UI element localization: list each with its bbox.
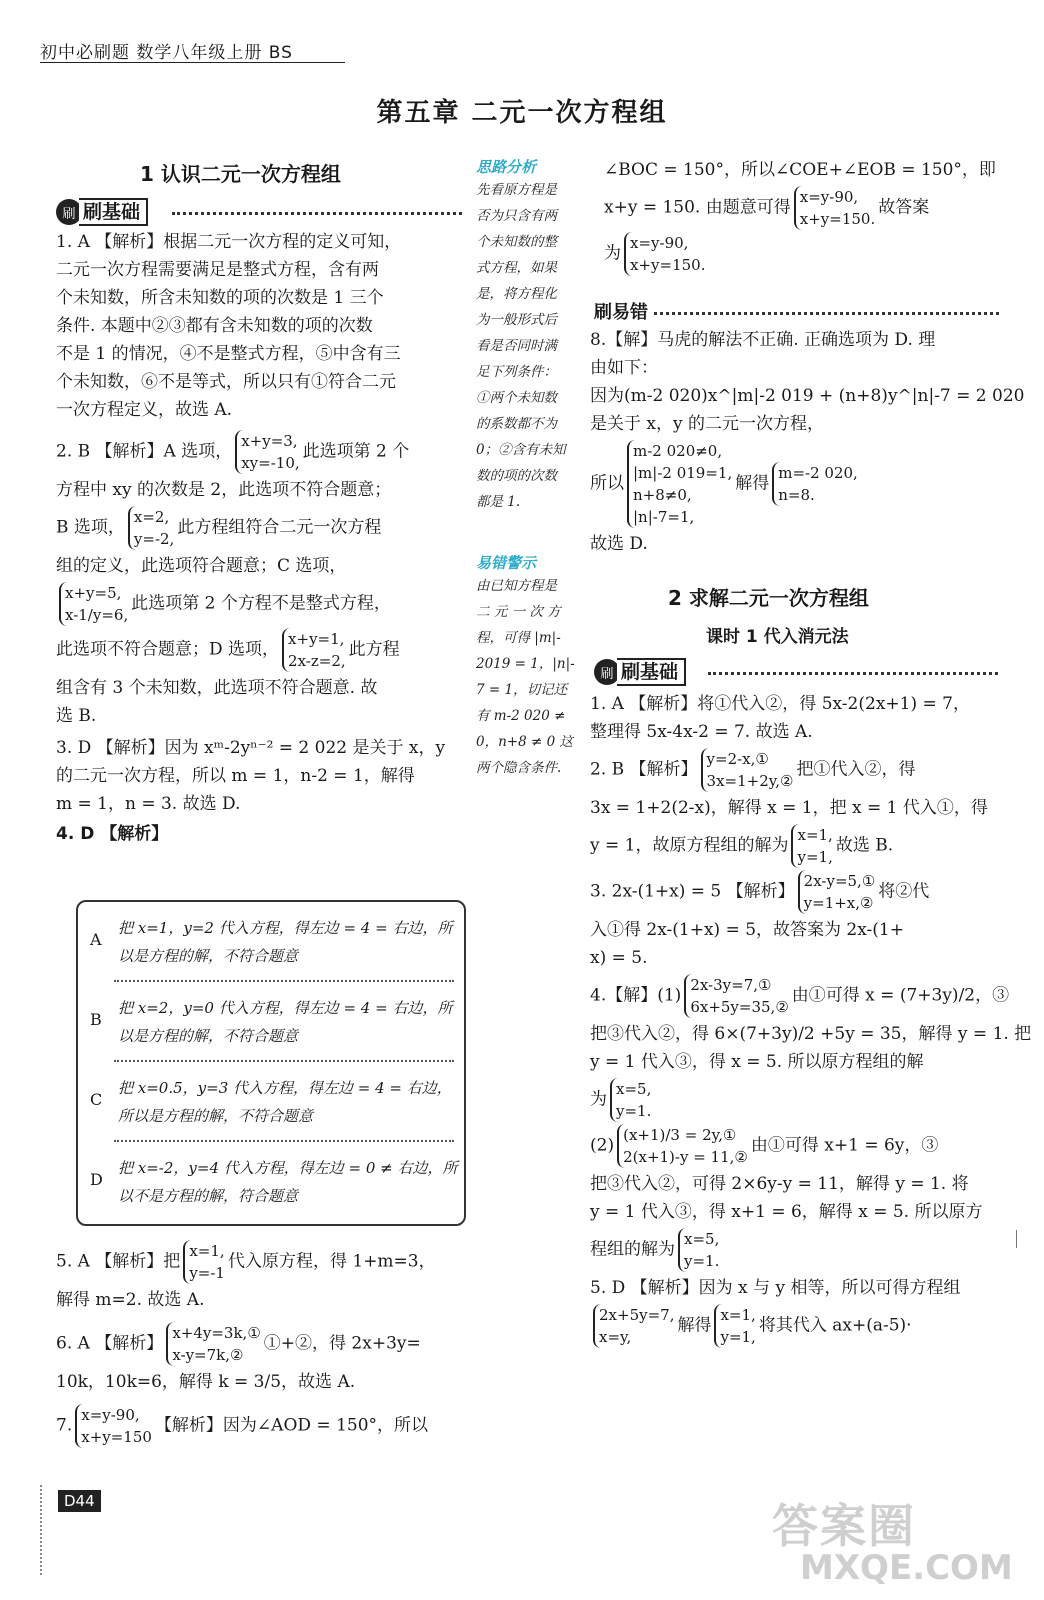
equation: x+y=1, — [288, 630, 345, 648]
equation: 6x+5y=35,② — [690, 998, 789, 1016]
answer-block-left — [56, 228, 468, 848]
inline-text: y = 1，故原方程组的解为 — [590, 835, 789, 856]
text-line-with-system — [590, 440, 1000, 528]
equation-system — [627, 440, 732, 528]
text-line: m = 1，n = 3. 故选 D. — [56, 794, 241, 814]
equation: x-1/y=6, — [65, 606, 129, 624]
equation-system — [772, 462, 858, 506]
answer-block-left-2 — [56, 1238, 468, 1450]
table-row — [78, 1062, 464, 1142]
inline-text: 4.【解】(1) — [590, 985, 682, 1006]
side-note-line: 二 元 一 次 方 — [476, 604, 561, 620]
inline-text: 把①代入②，得 — [796, 759, 916, 780]
inline-text: 此方程 — [348, 639, 400, 660]
equation: (x+1)/3 = 2y,① — [623, 1126, 737, 1144]
equation: x+y=5, — [65, 584, 122, 602]
inline-text: 7. — [56, 1415, 73, 1436]
text-line: 条件. 本题中②③都有含未知数的项的次数 — [56, 316, 373, 336]
equation-system — [282, 628, 346, 672]
text-line: 5. D 【解析】因为 x 与 y 相等，所以可得方程组 — [590, 1278, 961, 1298]
text-line-with-system — [590, 1124, 1000, 1168]
text-line: 整理得 5x-4x-2 = 7. 故选 A. — [590, 722, 813, 742]
text-line: 不是 1 的情况，④不是整式方程，⑤中含有三 — [56, 344, 401, 364]
text-line: 的二元一次方程，所以 m = 1，n-2 = 1，解得 — [56, 766, 415, 786]
inline-text: 由①可得 x = (7+3y)/2，③ — [791, 985, 1010, 1006]
text-line-with-system — [590, 824, 1000, 868]
equation: n+8≠0, — [633, 486, 692, 504]
equation: 2x-z=2, — [288, 652, 346, 670]
text-line-with-system — [604, 186, 999, 230]
dotted-rule — [708, 672, 998, 675]
watermark-logo — [772, 1490, 916, 1556]
equation: x=1, — [189, 1242, 225, 1260]
side-note-line: 个未知数的整 — [476, 234, 557, 250]
side-note-line: 0，n+8 ≠ 0 这 — [476, 734, 573, 750]
text-line-with-system — [590, 870, 1000, 914]
option-analysis: 把 x=-2，y=4 代入方程，得左边 = 0 ≠ 右边，所以不是方程的解，符合题意 — [118, 1159, 458, 1205]
answer-block-right-top — [604, 156, 999, 278]
option-analysis: 把 x=1，y=2 代入方程，得左边 = 4 = 右边，所以是方程的解，不符合题意 — [118, 919, 453, 965]
text-line: 选 B. — [56, 706, 97, 726]
inline-text: 解得 — [735, 473, 770, 494]
equation: m-2 020≠0, — [633, 442, 723, 460]
equation-system — [593, 1304, 674, 1348]
text-line: 是关于 x，y 的二元一次方程， — [590, 414, 824, 434]
side-note-title: 思路分析 — [476, 158, 537, 176]
side-note-thinking — [476, 156, 586, 515]
inline-text: 2. B 【解析】 — [590, 759, 698, 780]
text-line: 10k，10k=6，解得 k = 3/5，故选 A. — [56, 1372, 356, 1392]
text-line-with-system — [56, 628, 468, 672]
equation: y=1+x,② — [803, 894, 874, 912]
answer-block-q8 — [590, 326, 1025, 558]
equation: y=1, — [720, 1328, 756, 1346]
text-line: ∠BOC = 150°，所以∠COE+∠EOB = 150°，即 — [604, 160, 996, 180]
equation-system — [128, 506, 174, 550]
equation: x=y-90, — [630, 234, 689, 252]
text-line: 故选 D. — [590, 534, 648, 554]
equation: |m|-2 019=1, — [633, 464, 733, 482]
equation-system — [791, 824, 832, 868]
error-label-text: 刷易错 — [594, 302, 648, 323]
equation: x=y-90, — [81, 1406, 140, 1424]
equation: m=-2 020, — [778, 464, 858, 482]
option-letter: B — [90, 1010, 102, 1029]
option-analysis: 把 x=0.5，y=3 代入方程，得左边 = 4 = 右边，所以是方程的解，不符合题意 — [118, 1079, 452, 1125]
equation-system — [714, 1304, 755, 1348]
inline-text: 为 — [590, 1089, 607, 1110]
text-line: y = 1 代入③，得 x+1 = 6，解得 x = 5. 所以原方 — [590, 1202, 983, 1222]
text-line-with-system — [56, 1322, 468, 1366]
side-note-line: 式方程，如果 — [476, 260, 557, 276]
equation: 3x=1+2y,② — [706, 772, 794, 790]
text-line: 8.【解】马虎的解法不正确. 正确选项为 D. 理 — [590, 330, 936, 350]
text-line: 3x = 1+2(2-x)，解得 x = 1，把 x = 1 代入①，得 — [590, 798, 988, 818]
dotted-rule — [654, 312, 999, 315]
equation: x=y, — [599, 1328, 632, 1346]
inline-text: 解得 — [677, 1315, 712, 1336]
inline-text: 3. 2x-(1+x) = 5 【解析】 — [590, 881, 795, 902]
inline-text: 将其代入 ax+(a-5)· — [758, 1315, 912, 1336]
table-row — [78, 982, 464, 1062]
inline-text: x+y = 150. 由题意可得 — [604, 197, 791, 218]
equation-system — [617, 1124, 748, 1168]
equation: x=5, — [684, 1230, 720, 1248]
margin-mark — [1016, 1230, 1017, 1248]
text-line-with-system — [56, 1404, 468, 1448]
inline-text: 故答案 — [878, 197, 930, 218]
equation-system — [183, 1240, 225, 1284]
badge-shua-jichu-left — [56, 198, 148, 226]
side-note-line: 有 m-2 020 ≠ — [476, 708, 566, 724]
equation: x=5, — [616, 1080, 652, 1098]
side-note-line: 的系数都不为 — [476, 416, 557, 432]
text-line: y = 1 代入③，得 x = 5. 所以原方程组的解 — [590, 1052, 924, 1072]
side-note-line: 先看原方程是 — [476, 182, 557, 198]
inline-text: 代入原方程，得 1+m=3， — [227, 1251, 436, 1272]
side-note-line: 程，可得 |m|- — [476, 630, 561, 646]
running-header: 初中必刷题 数学八年级上册 BS — [40, 43, 293, 63]
header-rule — [40, 62, 345, 63]
inline-text: 此选项第 2 个方程不是整式方程， — [131, 593, 391, 614]
inline-text: 【解析】因为∠AOD = 150°，所以 — [154, 1415, 429, 1436]
equation: xy=-10, — [241, 454, 300, 472]
dotted-rule — [172, 212, 462, 215]
text-line: x) = 5. — [590, 948, 648, 968]
equation: x=1, — [720, 1306, 756, 1324]
equation-system — [684, 974, 788, 1018]
text-line: 一次方程定义，故选 A. — [56, 400, 233, 420]
text-line: 组含有 3 个未知数，此选项不符合题意. 故 — [56, 678, 378, 698]
inline-text: 由①可得 x+1 = 6y，③ — [750, 1135, 939, 1156]
equation: y=1. — [616, 1102, 652, 1120]
equation: x+y=150. — [630, 256, 706, 274]
margin-dots — [40, 1485, 42, 1575]
text-line-with-system — [590, 1228, 1000, 1272]
option-letter: A — [90, 930, 102, 949]
text-line: 因为(m-2 020)x^|m|-2 019 + (n+8)y^|n|-7 = 2 020 — [590, 386, 1025, 406]
inline-text: 将②代 — [878, 881, 930, 902]
badge-icon: 刷 — [56, 199, 82, 225]
side-note-line: 足下列条件： — [476, 364, 557, 380]
equation-system — [678, 1228, 719, 1272]
side-note-line: 7 = 1，切记还 — [476, 682, 568, 698]
text-line-with-system — [590, 974, 1010, 1018]
q4-header: 4. D 【解析】 — [56, 824, 169, 844]
text-line: 把③代入②，可得 2×6y-y = 11，解得 y = 1. 将 — [590, 1174, 969, 1194]
text-line: 1. A 【解析】将①代入②，得 5x-2(2x+1) = 7， — [590, 694, 970, 714]
inline-text: 此选项第 2 个 — [302, 441, 410, 462]
inline-text: (2) — [590, 1135, 615, 1156]
text-line: 个未知数，⑥不是等式，所以只有①符合二元 — [56, 372, 396, 392]
option-letter: C — [90, 1090, 103, 1109]
text-line: 二元一次方程需要满足是整式方程，含有两 — [56, 260, 379, 280]
inline-text: 故选 B. — [835, 835, 894, 856]
table-row — [78, 1142, 464, 1222]
equation: 2x-y=5,① — [803, 872, 876, 890]
text-line: 由如下： — [590, 358, 658, 378]
equation: x+y=150 — [81, 1428, 152, 1446]
section-title-2: 2 求解二元一次方程组 — [668, 586, 869, 610]
inline-text: ①+②，得 2x+3y= — [263, 1333, 421, 1354]
equation: |n|-7=1, — [633, 508, 695, 526]
equation: x+y=3, — [241, 432, 298, 450]
text-line-with-system — [590, 1078, 1000, 1122]
inline-text: 程组的解为 — [590, 1239, 675, 1260]
text-line-with-system — [56, 430, 468, 474]
badge-icon: 刷 — [594, 659, 620, 685]
answer-block-right — [590, 690, 1032, 1350]
text-line: 把③代入②，得 6×(7+3y)/2 +5y = 35，解得 y = 1. 把 — [590, 1024, 1032, 1044]
side-note-line: 为一般形式后 — [476, 312, 557, 328]
side-note-line: 看是否同时满 — [476, 338, 557, 354]
inline-text: 6. A 【解析】 — [56, 1333, 164, 1354]
equation: y=2-x,① — [706, 750, 769, 768]
text-line: 1. A 【解析】根据二元一次方程的定义可知， — [56, 232, 402, 252]
side-note-line: 否为只含有两 — [476, 208, 557, 224]
equation-system — [701, 748, 794, 792]
page-number: D44 — [58, 1490, 101, 1512]
inline-text: 为 — [604, 243, 621, 264]
section-title-1: 1 认识二元一次方程组 — [140, 162, 341, 186]
side-note-title: 易错警示 — [476, 554, 537, 572]
equation: x=1, — [797, 826, 833, 844]
equation-system — [235, 430, 299, 474]
watermark-url: MXQE.COM — [800, 1548, 1013, 1588]
badge-label: 刷基础 — [79, 198, 148, 226]
equation: y=-2, — [133, 530, 175, 548]
equation: 2x-3y=7,① — [690, 976, 772, 994]
inline-text: 此方程组符合二元一次方程 — [177, 517, 382, 538]
option-analysis: 把 x=2，y=0 代入方程，得左边 = 4 = 右边，所以是方程的解，不符合题意 — [118, 999, 453, 1045]
equation-system — [166, 1322, 260, 1366]
badge-shua-jichu-right — [594, 658, 686, 686]
equation-system — [624, 232, 705, 276]
text-line: 方程中 xy 的次数是 2，此选项不符合题意； — [56, 480, 392, 500]
equation-system — [59, 582, 128, 626]
equation: x+y=150. — [799, 210, 876, 228]
inline-text: 2. B 【解析】A 选项， — [56, 441, 233, 462]
chapter-title: 第五章 二元一次方程组 — [376, 98, 668, 128]
equation: x=2, — [133, 508, 170, 526]
equation: y=-1 — [189, 1264, 225, 1282]
side-note-warning — [476, 552, 586, 781]
q4-analysis-table — [76, 900, 466, 1226]
side-note-line: 两个隐含条件. — [476, 760, 562, 776]
equation: n=8. — [778, 486, 815, 504]
side-note-line: 2019 = 1，|n|- — [476, 656, 575, 672]
equation-system — [794, 186, 875, 230]
table-row — [78, 902, 464, 982]
inline-text: 5. A 【解析】把 — [56, 1251, 181, 1272]
inline-text: 所以 — [590, 473, 624, 494]
inline-text: B 选项， — [56, 517, 125, 538]
text-line: 组的定义，此选项符合题意；C 选项， — [56, 556, 347, 576]
equation: x=y-90, — [799, 188, 859, 206]
text-line: 3. D 【解析】因为 xᵐ-2yⁿ⁻² = 2 022 是关于 x，y — [56, 738, 446, 758]
equation: 2x+5y=7, — [599, 1306, 675, 1324]
text-line-with-system — [590, 1304, 1000, 1348]
option-letter: D — [90, 1170, 103, 1189]
equation-system — [610, 1078, 651, 1122]
text-line-with-system — [56, 506, 468, 550]
text-line: 个未知数，所含未知数的项的次数是 1 三个 — [56, 288, 384, 308]
text-line-with-system — [56, 582, 468, 626]
side-note-line: ①两个未知数 — [476, 390, 557, 406]
lesson-title: 课时 1 代入消元法 — [706, 627, 849, 647]
equation: x-y=7k,② — [172, 1346, 244, 1364]
inline-text: 此选项不符合题意；D 选项， — [56, 639, 280, 660]
equation: x+4y=3k,① — [172, 1324, 261, 1342]
text-line-with-system — [590, 748, 1000, 792]
equation: 2(x+1)-y = 11,② — [623, 1148, 748, 1166]
error-label — [594, 298, 648, 324]
equation-system — [75, 1404, 152, 1448]
equation-system — [798, 870, 876, 914]
equation: y=1. — [684, 1252, 720, 1270]
side-note-line: 0；②含有未知 — [476, 442, 566, 458]
text-line-with-system — [56, 1240, 468, 1284]
text-line: 解得 m=2. 故选 A. — [56, 1290, 205, 1310]
side-note-line: 都是 1. — [476, 494, 521, 510]
watermark-text: 答案圈 — [772, 1499, 916, 1553]
side-note-line: 由已知方程是 — [476, 578, 557, 594]
side-note-line: 数的项的次数 — [476, 468, 557, 484]
badge-label: 刷基础 — [617, 658, 686, 686]
text-line: 入①得 2x-(1+x) = 5，故答案为 2x-(1+ — [590, 920, 904, 940]
text-line-with-system — [604, 232, 999, 276]
equation: y=1, — [797, 848, 833, 866]
side-note-line: 是，将方程化 — [476, 286, 557, 302]
